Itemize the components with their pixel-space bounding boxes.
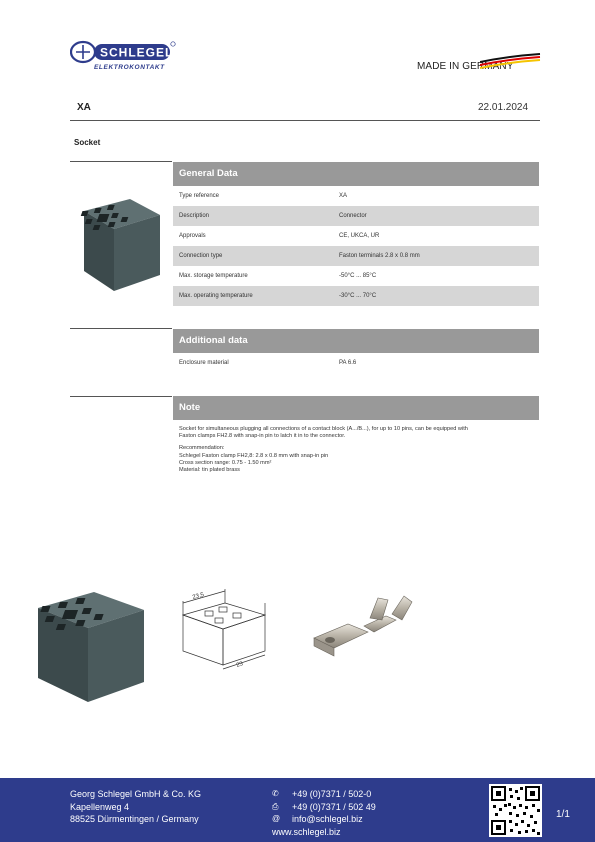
table-row [173,186,539,206]
document-date: 22.01.2024 [478,102,529,113]
footer-address [70,788,201,826]
table-row [173,286,539,306]
table-row [173,246,539,266]
row-key: Description [179,213,210,219]
technical-drawing [175,585,280,675]
row-value: Connector [339,213,367,219]
brand-subtitle: ELEKTROKONTAKT [94,64,165,71]
row-key: Enclosure material [179,360,229,366]
website-link[interactable]: www.schlegel.biz [272,826,341,837]
row-value: -50°C ... 85°C [339,273,377,279]
fax-icon: ⎙ [272,801,279,811]
company-street: Kapellenweg 4 [70,801,130,812]
row-value: PA 6.6 [339,360,357,366]
note-body [173,420,539,474]
additional-data-section [173,329,539,373]
phone-icon: ✆ [272,789,279,798]
row-value: Faston terminals 2.8 x 0.8 mm [339,253,420,259]
faston-terminal-image [308,590,420,670]
note-text: Recommendation: [179,445,225,452]
header-divider [70,120,540,121]
additional-data-heading: Additional data [173,329,539,353]
qr-code [489,784,542,837]
general-data-section [173,162,539,306]
phone-number: +49 (0)7371 / 502-0 [292,789,372,799]
row-key: Connection type [179,253,223,259]
footer-contact [272,788,376,838]
socket-product-image [74,185,166,295]
schlegel-logo [70,40,180,72]
table-row [173,206,539,226]
section-divider [70,328,172,329]
row-value: CE, UKCA, UR [339,233,380,239]
note-text: Socket for simultaneous plugging all connections of a contact block (A.../B...), for up to 10 pins, can be equipped with [179,426,468,432]
section-divider [70,161,172,162]
row-value: -30°C ... 70°C [339,293,377,299]
row-key: Approvals [179,233,206,239]
note-text: Faston clamps FH2.8 with snap-in pin to latch it in to the connector. [179,433,346,440]
company-name: Georg Schlegel GmbH & Co. KG [70,789,202,799]
fax-number: +49 (0)7371 / 502 49 [292,801,376,812]
section-divider [70,396,172,397]
made-in-label: MADE IN GERMANY [417,61,514,72]
dimension-label: 23,5 [191,592,205,601]
note-text: Schlegel Faston clamp FH2,8: 2.8 x 0.8 mm with snap-in pin [179,452,329,459]
footer [0,778,595,842]
general-data-heading: General Data [173,162,539,186]
socket-product-image-large [32,580,154,706]
brand-name: SCHLEGEL [100,45,174,60]
product-type: Socket [74,138,101,147]
note-text: Material: tin plated brass [179,467,240,474]
at-icon: @ [272,814,281,824]
row-value: XA [339,193,348,199]
row-key: Type reference [179,193,220,199]
product-code: XA [77,102,91,113]
table-row [173,353,539,373]
company-city: 88525 Dürmentingen / Germany [70,814,199,825]
row-key: Max. storage temperature [179,273,248,279]
dimension-label: 23 [235,661,244,669]
note-heading: Note [173,396,539,420]
note-section [173,396,539,479]
german-flag-swoosh [480,52,542,76]
row-key: Max. operating temperature [179,293,253,299]
table-row [173,266,539,286]
note-text: Cross section range: 0.75 - 1.50 mm² [179,459,272,466]
page-number: 1/1 [556,809,570,820]
table-row [173,226,539,246]
email-link[interactable]: info@schlegel.biz [292,814,363,825]
